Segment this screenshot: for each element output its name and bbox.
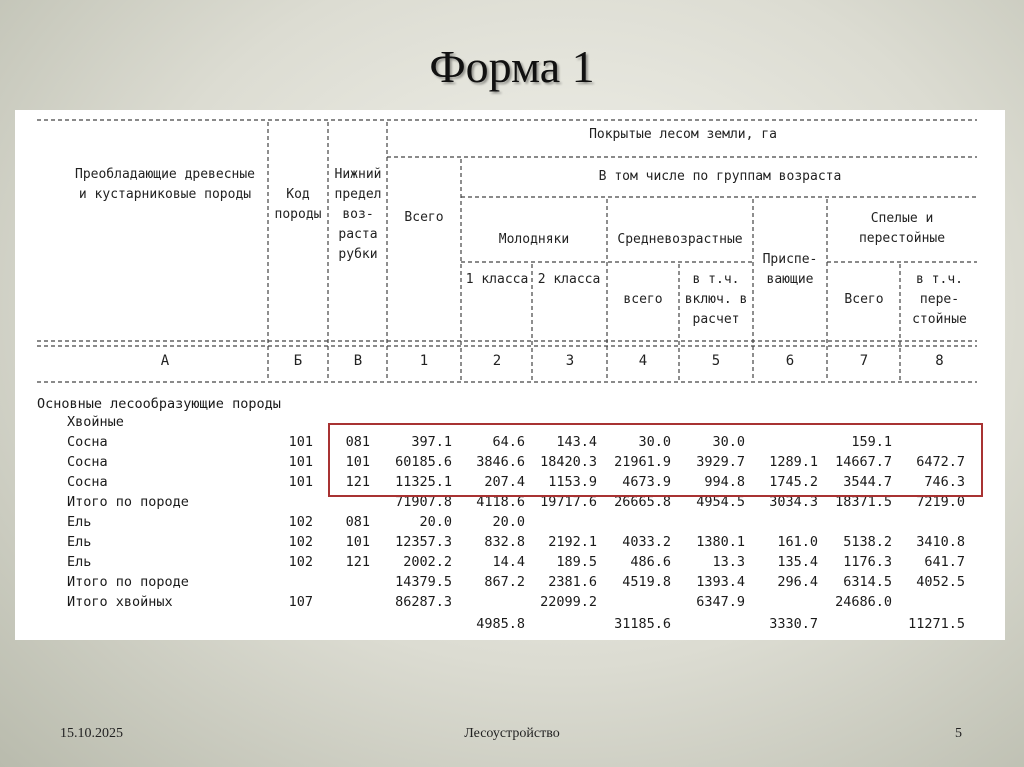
cell-species: Ель bbox=[67, 534, 92, 550]
header-class2: 2 класса bbox=[537, 272, 601, 287]
form-table-image bbox=[15, 110, 1005, 640]
cell-mature-total: 14667.7 bbox=[835, 454, 892, 470]
colnum-6: 6 bbox=[785, 353, 795, 369]
cell-class1: 14.4 bbox=[492, 554, 525, 570]
cell-middle-total: 4519.8 bbox=[622, 574, 671, 590]
cell-total: 14379.5 bbox=[395, 574, 452, 590]
cell-code: 102 bbox=[288, 534, 313, 550]
cell-code: 101 bbox=[288, 474, 313, 490]
header-lower-limit: Нижний предел воз-раста рубки bbox=[334, 167, 382, 262]
cell-limit: 101 bbox=[345, 454, 370, 470]
header-middle-incl: в т.ч. включ. в расчет bbox=[684, 272, 748, 327]
colnum-5: 5 bbox=[711, 353, 721, 369]
colnum-B: Б bbox=[293, 353, 303, 369]
colnum-7: 7 bbox=[859, 353, 869, 369]
table-row bbox=[15, 552, 1005, 572]
cell-mature-total: 24686.0 bbox=[835, 594, 892, 610]
cell-mature-total: 6314.5 bbox=[843, 574, 892, 590]
cell-mature-over: 641.7 bbox=[924, 554, 965, 570]
cell-middle-incl: 1380.1 bbox=[696, 534, 745, 550]
colnum-4: 4 bbox=[638, 353, 648, 369]
cell-mature-over: 6472.7 bbox=[916, 454, 965, 470]
cell-total: 397.1 bbox=[411, 434, 452, 450]
colnum-2: 2 bbox=[492, 353, 502, 369]
cell-total: 60185.6 bbox=[395, 454, 452, 470]
cell-mature-over: 746.3 bbox=[924, 474, 965, 490]
header-covered: Покрытые лесом земли, га bbox=[589, 127, 777, 142]
cell-class1: 64.6 bbox=[492, 434, 525, 450]
table-row bbox=[15, 572, 1005, 592]
colnum-A: А bbox=[160, 353, 170, 369]
cell-middle-total: 4673.9 bbox=[622, 474, 671, 490]
cell-maturing: 1289.1 bbox=[769, 454, 818, 470]
cell-species: Итого по породе bbox=[67, 574, 189, 590]
header-age-groups: В том числе по группам возраста bbox=[598, 169, 842, 184]
cell-mature-total: 1176.3 bbox=[843, 554, 892, 570]
cell-mature-over: 7219.0 bbox=[916, 494, 965, 510]
cell-class2: 22099.2 bbox=[540, 594, 597, 610]
cell-species: Ель bbox=[67, 514, 92, 530]
cell-middle-incl: 30.0 bbox=[712, 434, 745, 450]
colnum-1: 1 bbox=[419, 353, 429, 369]
header-mature-total: Всего bbox=[844, 292, 884, 307]
cell-species: Сосна bbox=[67, 454, 108, 470]
header-species: Преобладающие древесные и кустарниковые породы bbox=[75, 167, 256, 202]
cell-total: 86287.3 bbox=[395, 594, 452, 610]
cell-middle-total: 26665.8 bbox=[614, 494, 671, 510]
cell-limit: 121 bbox=[345, 554, 370, 570]
cell-middle-incl: 1393.4 bbox=[696, 574, 745, 590]
highlight-box bbox=[328, 423, 983, 497]
cell-class2: 143.4 bbox=[556, 434, 597, 450]
cell-maturing: 3034.3 bbox=[769, 494, 818, 510]
cell-class2: 189.5 bbox=[556, 554, 597, 570]
cell-limit: 121 bbox=[345, 474, 370, 490]
cell-species: Итого по породе bbox=[67, 494, 189, 510]
cell-code: 102 bbox=[288, 514, 313, 530]
cell-middle-incl: 994.8 bbox=[704, 474, 745, 490]
cell-mature-over: 4052.5 bbox=[916, 574, 965, 590]
header-maturing: Приспе-вающие bbox=[762, 252, 818, 287]
cell-middle-total: 21961.9 bbox=[614, 454, 671, 470]
slide-title: Форма 1 bbox=[429, 41, 595, 92]
header-class1: 1 класса bbox=[465, 272, 529, 287]
cell-class1: 4985.8 bbox=[476, 616, 525, 632]
group-heading: Хвойные bbox=[67, 414, 124, 430]
header-code: Код породы bbox=[274, 187, 322, 222]
header-mature-over: в т.ч. пере-стойные bbox=[912, 272, 967, 327]
cell-middle-total: 486.6 bbox=[630, 554, 671, 570]
cell-middle-total: 30.0 bbox=[638, 434, 671, 450]
cell-class2: 19717.6 bbox=[540, 494, 597, 510]
cell-species: Сосна bbox=[67, 474, 108, 490]
section-heading: Основные лесообразующие породы bbox=[37, 396, 281, 412]
cell-class2: 18420.3 bbox=[540, 454, 597, 470]
cell-code: 107 bbox=[288, 594, 313, 610]
colnum-3: 3 bbox=[565, 353, 575, 369]
cell-class1: 832.8 bbox=[484, 534, 525, 550]
cell-species: Сосна bbox=[67, 434, 108, 450]
cell-limit: 081 bbox=[345, 514, 370, 530]
cell-class1: 3846.6 bbox=[476, 454, 525, 470]
cell-class2: 1153.9 bbox=[548, 474, 597, 490]
footer-title: Лесоустройство bbox=[464, 726, 560, 741]
cell-middle-total: 4033.2 bbox=[622, 534, 671, 550]
footer-date: 15.10.2025 bbox=[60, 726, 123, 741]
table-row bbox=[15, 592, 1005, 612]
header-young: Молодняки bbox=[498, 232, 570, 247]
cell-middle-incl: 3929.7 bbox=[696, 454, 745, 470]
cell-total: 71907.8 bbox=[395, 494, 452, 510]
cell-mature-over: 11271.5 bbox=[908, 616, 965, 632]
cell-mature-total: 5138.2 bbox=[843, 534, 892, 550]
cell-total: 12357.3 bbox=[395, 534, 452, 550]
page-number: 5 bbox=[955, 726, 962, 741]
cell-limit: 101 bbox=[345, 534, 370, 550]
cell-code: 101 bbox=[288, 454, 313, 470]
cell-mature-total: 159.1 bbox=[851, 434, 892, 450]
cell-total: 20.0 bbox=[419, 514, 452, 530]
cell-middle-incl: 13.3 bbox=[712, 554, 745, 570]
cell-middle-incl: 4954.5 bbox=[696, 494, 745, 510]
cell-limit: 081 bbox=[345, 434, 370, 450]
cell-maturing: 296.4 bbox=[777, 574, 818, 590]
cell-class1: 20.0 bbox=[492, 514, 525, 530]
cell-middle-incl: 6347.9 bbox=[696, 594, 745, 610]
cell-mature-total: 3544.7 bbox=[843, 474, 892, 490]
cell-maturing: 1745.2 bbox=[769, 474, 818, 490]
cell-class2: 2192.1 bbox=[548, 534, 597, 550]
cell-total: 2002.2 bbox=[403, 554, 452, 570]
cell-maturing: 161.0 bbox=[777, 534, 818, 550]
header-middle-total: всего bbox=[623, 292, 663, 307]
cell-code: 102 bbox=[288, 554, 313, 570]
cell-middle-total: 31185.6 bbox=[614, 616, 671, 632]
cell-maturing: 3330.7 bbox=[769, 616, 818, 632]
cell-class2: 2381.6 bbox=[548, 574, 597, 590]
colnum-V: В bbox=[353, 353, 363, 369]
cell-mature-total: 18371.5 bbox=[835, 494, 892, 510]
cell-mature-over: 3410.8 bbox=[916, 534, 965, 550]
header-middle: Средневозрастные bbox=[617, 232, 743, 247]
cell-species: Ель bbox=[67, 554, 92, 570]
header-mature: Спелые и перестойные bbox=[858, 211, 946, 246]
cell-total: 11325.1 bbox=[395, 474, 452, 490]
table-row bbox=[15, 532, 1005, 552]
cell-class1: 867.2 bbox=[484, 574, 525, 590]
cell-code: 101 bbox=[288, 434, 313, 450]
colnum-8: 8 bbox=[935, 353, 944, 369]
header-total: Всего bbox=[404, 210, 444, 225]
cell-class1: 207.4 bbox=[484, 474, 525, 490]
table-row bbox=[15, 512, 1005, 532]
table-row bbox=[15, 614, 1005, 634]
cell-maturing: 135.4 bbox=[777, 554, 818, 570]
cell-species: Итого хвойных bbox=[67, 594, 173, 610]
cell-class1: 4118.6 bbox=[476, 494, 525, 510]
